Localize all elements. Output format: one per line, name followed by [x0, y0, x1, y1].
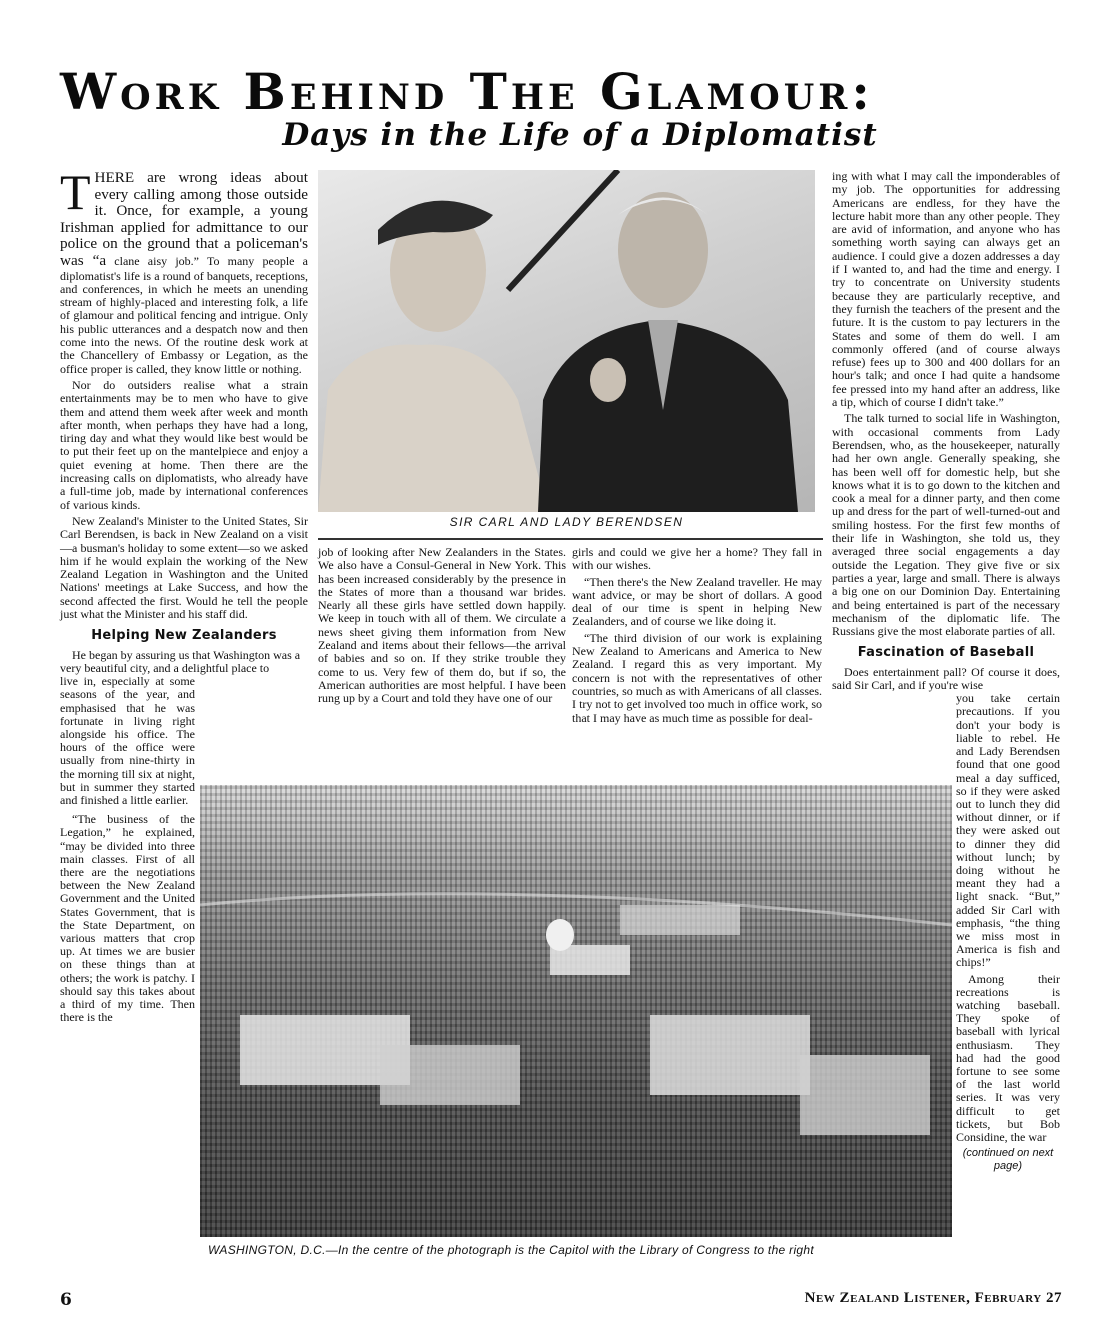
- paragraph: “Then there's the New Zealand traveller. He may want advice, or may be short of dollars. A good deal of our time is spent in helping New Zealanders, and of course we like doing it.: [572, 574, 822, 629]
- paragraph: “The third division of our work is explaining New Zealand to Americans and America to New Zealand. I regard this as very important. My concern is not with the representatives of other countries, so much as with Americans of all classes. I try not to get involved too much in office work, so that I may have as much time as possible for deal-: [572, 630, 822, 725]
- photo-washington-aerial: [200, 785, 952, 1237]
- paragraph: The talk turned to social life in Washington, with occasional comments from Lady Berendsen, who, as the housekeeper, naturally had her own angle. Generally speaking, she has been well off for domestic help, but she knows what it is to go down to the kitchen and cook a meal for a dinner party, and then come up and dress for the part of well-turned-out and smiling hostess. For the first few months of their life in Washington, she told us, they averaged three social engagements a day outside the Legation. They give five or six parties a year, large and small. There is always a big one on our Dominion Day. Entertaining and being entertained is part of the necessary mechanism of the diplomatic life. The Russians give the most elaborate parties of all.: [832, 411, 1060, 639]
- paragraph: you take certain precautions. If you don't your body is liable to rebel. He and Lady Berendsen found that one good meal a day sufficed, so if they were asked out to lunch they did without dinner, or if they were asked out to dinner they did without lunch; by doing without he meant they had a light snack. “But,” added Sir Carl with emphasis, “the thing we miss most in America is fish and chips!”: [956, 691, 1060, 970]
- article-column-2: [318, 546, 566, 706]
- paragraph: Among their recreations is watching baseball. They spoke of baseball with lyrical enthusiasm. They had had the good fortune to see some of the last world series. It was very difficult to get tickets, but Bob Considine, the war: [956, 971, 1060, 1144]
- paragraph: He began by assuring us that Washington was a very beautiful city, and a delightful place to: [60, 647, 301, 675]
- subheadline: Days in the Life of a Diplomatist: [282, 117, 878, 153]
- paragraph: Does entertainment pall? Of course it does, said Sir Carl, and if you're wise: [832, 664, 1060, 692]
- article-column-1-narrow: [60, 675, 195, 1024]
- paragraph: ing with what I may call the imponderables of my job. The opportunities for addressing Americans are endless, for they have the lecture habit more than any other people. They are avid of information, and anyone who has something worth saying can always get an audience. I could give a dozen addresses a day if I wanted to, and had the time and energy. I try to concentrate on University students because they are particularly receptive, and they furnish the teachers of the present and the future. It is the custom to pay lecturers in the States and some of them do well. I am commonly offered (and of course always refuse) fees up to 300 and 400 dollars for an hour's talk; and once I had quite a handsome fee pressed into my hand after an address, like a tip, which of course I didn't take.”: [832, 169, 1060, 410]
- headline: Work Behind The Glamour:: [60, 62, 874, 121]
- article-column-3: [572, 546, 822, 725]
- paragraph: job of looking after New Zealanders in the States. We also have a Consul-General in New York. This has been increased considerably by the presence in the States of more than a thousand war brides. Nearly all these girls have settled down happily. We keep in touch with all of them. We circulate a news sheet giving them information from New Zealand and items about their fellows—the arrival of babies and so on. If they strike trouble they come to us. Very few of them do, but if so, the American authorities are most helpful. I have been rung up by a Court and told they have one of our: [318, 545, 566, 706]
- drop-cap: T: [60, 164, 91, 220]
- continued-note: (continued on next page): [962, 1147, 1054, 1173]
- photo-caption: SIR CARL AND LADY BERENDSEN: [449, 515, 684, 529]
- paragraph: girls and could we give her a home? They fall in with our wishes.: [572, 545, 822, 573]
- page-number: 6: [60, 1290, 72, 1310]
- article-column-4-narrow: [956, 692, 1060, 1173]
- section-heading: Fascination of Baseball: [857, 645, 1035, 661]
- paragraph: New Zealand's Minister to the United States, Sir Carl Berendsen, is back in New Zealand on a visit—a busman's holiday to some extent—so we asked him if he would explain the working of the New Zealand Legation in Washington and the United Nations' meetings at Lake Success, and how the second affected the first. Would he tell the people just what the Minister and his staff did.: [60, 513, 308, 621]
- publication-footer: New Zealand Listener, February 27: [804, 1290, 1062, 1306]
- paragraph: live in, especially at some seasons of the year, and emphasised that he was fortunate in living right alongside his office. The hours of the office were usually from nine-thirty in the morning till six at night, but in summer they started and finished a little earlier.: [60, 674, 195, 807]
- photo-sir-carl-and-lady-berendsen: [318, 170, 815, 512]
- paragraph-text: clane aisy job.” To many people a diplomatist's life is a round of banquets, receptions, and conferences, in which he meets an unending stream of highly-placed and interesting folk, a life of glamour and political fencing and intrigue. Only his public utterances and a despatch now and then come into the news. Of the routine desk work at the Chancellery of Embassy or Legation, as the office proper is called, they know little or nothing.: [60, 253, 308, 376]
- lede-text: HERE are wrong ideas about every calling among those outside it. Once, for example, a young Irishman applied for admittance to our police on the ground that a policeman's was “a: [60, 169, 308, 269]
- aerial-city-illustration: [200, 785, 952, 1237]
- section-heading: Helping New Zealanders: [91, 628, 277, 644]
- paragraph: Nor do outsiders realise what a strain entertainments may be to men who have to give them and attend them week after week and month after month, when perhaps they have had a long, tiring day and what they would like best would be to put their feet up on the mantelpiece and enjoy a quiet evening at home. Then there are the increasing calls on diplomatists, who already have a full-time job, made by international conferences of various kinds.: [60, 377, 308, 512]
- paragraph: “The business of the Legation,” he explained, “may be divided into three main classes. First of all there are the negotiations between the New Zealand Government and the United States Government, that is the State Department, on various matters that crop up. At times we are busier on these things than at others; the work is patchy. I should say this takes about a third of my time. Then there is the: [60, 812, 195, 1025]
- photo-caption: WASHINGTON, D.C.—In the centre of the photograph is the Capitol with the Library of Congress to the right: [208, 1243, 814, 1257]
- portrait-photo-illustration: [318, 170, 815, 512]
- divider: [318, 538, 823, 540]
- lede-paragraph: [60, 164, 308, 376]
